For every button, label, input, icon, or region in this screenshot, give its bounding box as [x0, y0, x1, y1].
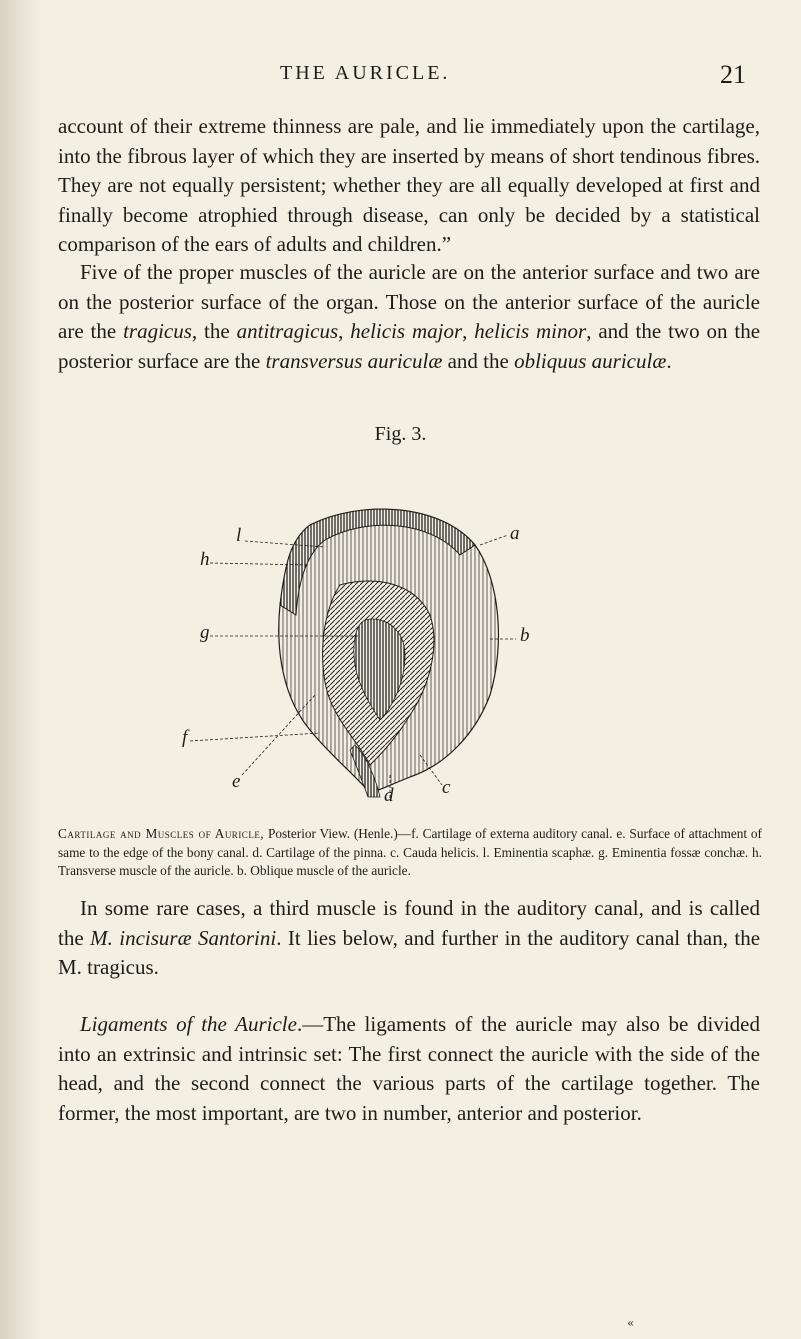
footer-mark: «: [627, 1316, 635, 1330]
paragraph-text: ,: [338, 319, 351, 343]
figure-label-c: c: [442, 777, 451, 798]
paragraph-text: .—The ligaments of the auricle may also be divided into an extrinsic and intrinsic set: The first connect the auricle with the side of the head, and the second connect the various parts of the cartilage together. The former, the most important, are two in number, anterior and posterior.: [58, 1012, 760, 1125]
paragraph-ligaments: [58, 1010, 760, 1128]
term-helicis-minor: helicis minor: [474, 319, 587, 343]
section-heading-ligaments: Ligaments of the Auricle: [80, 1012, 297, 1036]
term-tragicus: tragicus: [123, 319, 192, 343]
caption-lead: Cartilage and Muscles of Auricle,: [58, 826, 265, 841]
term-transversus-auriculae: transversus auriculæ: [265, 348, 443, 373]
leader-e: [242, 695, 315, 775]
paragraph-incisurae: [58, 894, 760, 983]
running-head: [0, 60, 801, 100]
caption-text: Posterior View. (Henle.)—f. Cartilage of externa auditory canal. e. Surface of attachment of same to the edge of the bony canal. d. Cartilage of the pinna. c. Cauda helicis. l. Eminentia scaphæ. g. Eminentia fossæ conchæ. h. Transverse muscle of the auricle. b. Oblique muscle of the auricle.: [58, 826, 762, 878]
figure-caption: [58, 825, 762, 881]
paragraph-text: account of their extreme thinness are pale, and lie immediately upon the cartilage, into the fibrous layer of which they are inserted by means of short tendinous fibres. They are not equally persistent; whether they are all equally developed at first and finally become atrophied through disease, can only be decided by a statistical comparison of the ears of adults and children.”: [58, 114, 760, 256]
figure-label-l: l: [236, 525, 242, 546]
running-title: THE AURICLE.: [280, 62, 451, 84]
auricle-figure: [182, 505, 590, 806]
paragraph-text: , the: [191, 319, 237, 343]
figure-label-b: b: [520, 625, 530, 646]
figure-label-h: h: [200, 549, 210, 570]
paragraph-text: ,: [462, 319, 475, 343]
leader-a: [480, 535, 508, 545]
paragraph-text: . It lies below, and further in the auditory canal than, the M. tragicus.: [58, 925, 761, 979]
term-antitragicus: antitragicus: [236, 319, 339, 343]
paragraph-text: , and the two on the posterior surface are the: [58, 319, 761, 373]
figure-label-d: d: [384, 785, 394, 806]
paragraph-text: Five of the proper muscles of the auricle are on the anterior surface and two are on the posterior surface of the organ. Those on the anterior surface of the auricle are the: [58, 260, 760, 343]
paragraph-text: .: [666, 348, 672, 373]
figure-label-e: e: [232, 771, 241, 792]
page-number: 21: [720, 60, 746, 89]
term-incisurae-santorini: M. incisuræ Santorini: [90, 925, 277, 950]
figure-title: Fig. 3.: [374, 423, 427, 445]
leader-f: [190, 733, 320, 741]
paragraph-proper-muscles: [58, 258, 760, 376]
paragraph-text: and the: [442, 348, 515, 373]
page-edge-shadow: [0, 0, 40, 1339]
term-obliquus-auriculae: obliquus auriculæ: [514, 348, 667, 373]
figure-label-a: a: [510, 523, 520, 544]
auricle-engraving: [190, 505, 590, 800]
figure-label-g: g: [200, 622, 210, 643]
figure-label-f: f: [182, 727, 188, 748]
paragraph-text: In some rare cases, a third muscle is found in the auditory canal, and is called the: [58, 896, 760, 950]
paragraph-continued: [58, 112, 760, 260]
term-helicis-major: helicis major: [350, 319, 463, 343]
